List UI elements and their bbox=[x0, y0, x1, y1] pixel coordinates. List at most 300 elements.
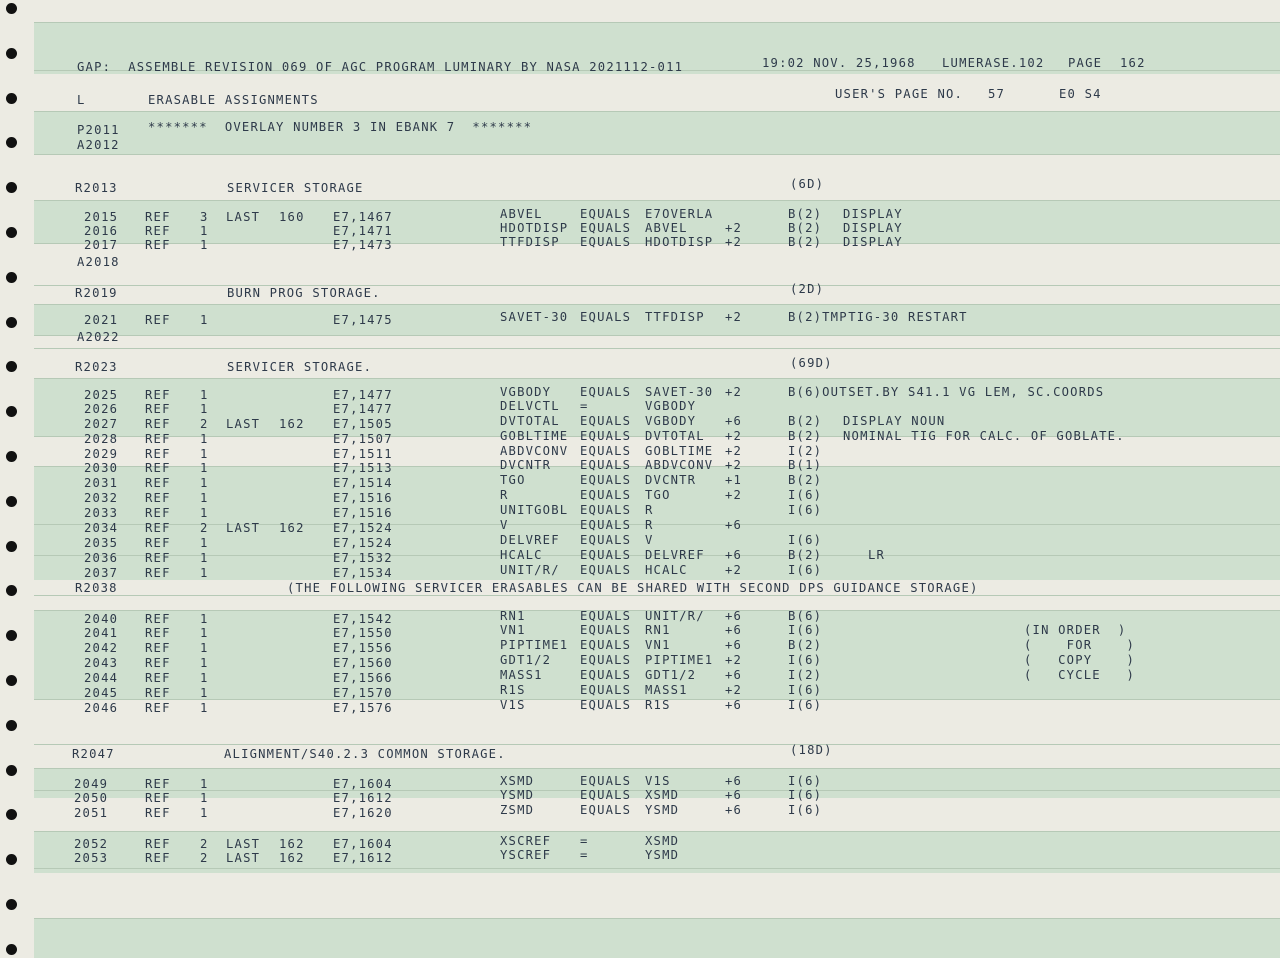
header-users-page-number: 57 bbox=[988, 87, 1006, 101]
symbol-name: GOBLTIME bbox=[500, 429, 569, 443]
tractor-hole bbox=[6, 182, 17, 193]
line-number: 2050 bbox=[74, 791, 109, 805]
erasable-address: E7,1477 bbox=[333, 402, 393, 416]
line-number: 2032 bbox=[84, 491, 119, 505]
symbol-name: DVTOTAL bbox=[500, 414, 560, 428]
equate-offset: +2 bbox=[725, 221, 743, 235]
line-number: 2040 bbox=[84, 612, 119, 626]
last-label: LAST bbox=[226, 210, 261, 224]
ref-label: REF bbox=[145, 806, 171, 820]
ref-count: 1 bbox=[200, 612, 209, 626]
equate-offset: +6 bbox=[725, 414, 743, 428]
equate-offset: +2 bbox=[725, 385, 743, 399]
tractor-hole bbox=[6, 944, 17, 955]
equate-offset: +2 bbox=[725, 235, 743, 249]
header-listing-name: LUMERASE.102 bbox=[942, 56, 1045, 70]
equate-operand: DVCNTR bbox=[645, 473, 697, 487]
equate-operator: EQUALS bbox=[580, 518, 632, 532]
erasable-address: E7,1560 bbox=[333, 656, 393, 670]
ref-label: REF bbox=[145, 612, 171, 626]
symbol-name: VN1 bbox=[500, 623, 526, 637]
ref-count: 1 bbox=[200, 671, 209, 685]
storage-count: (69D) bbox=[790, 356, 833, 370]
equate-operand: E7OVERLA bbox=[645, 207, 714, 221]
tractor-hole bbox=[6, 541, 17, 552]
equate-operator: EQUALS bbox=[580, 207, 632, 221]
comment-text: LR bbox=[868, 548, 886, 562]
ref-label: REF bbox=[145, 701, 171, 715]
line-number: R2038 bbox=[75, 581, 118, 595]
equate-operator: EQUALS bbox=[580, 638, 632, 652]
tractor-hole bbox=[6, 899, 17, 910]
line-number: 2045 bbox=[84, 686, 119, 700]
header-eo-code: E0 S4 bbox=[1059, 87, 1102, 101]
symbol-name: XSMD bbox=[500, 774, 535, 788]
erasable-address: E7,1513 bbox=[333, 461, 393, 475]
ref-label: REF bbox=[145, 461, 171, 475]
line-number: 2030 bbox=[84, 461, 119, 475]
ref-label: REF bbox=[145, 447, 171, 461]
symbol-name: HDOTDISP bbox=[500, 221, 569, 235]
equate-operator: EQUALS bbox=[580, 221, 632, 235]
header-section-title: ERASABLE ASSIGNMENTS bbox=[148, 93, 319, 107]
word-type: I(6) bbox=[788, 698, 823, 712]
equate-operand: UNIT/R/ bbox=[645, 609, 705, 623]
ref-label: REF bbox=[145, 791, 171, 805]
greenbar-rule bbox=[34, 768, 1280, 769]
equate-operator: EQUALS bbox=[580, 698, 632, 712]
equate-offset: +6 bbox=[725, 788, 743, 802]
erasable-address: E7,1620 bbox=[333, 806, 393, 820]
greenbar-rule bbox=[34, 868, 1280, 869]
erasable-address: E7,1542 bbox=[333, 612, 393, 626]
word-type: B(2) bbox=[788, 548, 823, 562]
equate-offset: +6 bbox=[725, 609, 743, 623]
greenbar-rule bbox=[34, 304, 1280, 305]
symbol-name: ABVEL bbox=[500, 207, 543, 221]
equate-operand: YSMD bbox=[645, 848, 680, 862]
equate-operator: EQUALS bbox=[580, 414, 632, 428]
line-number: R2019 bbox=[75, 286, 118, 300]
equate-operator: EQUALS bbox=[580, 533, 632, 547]
greenbar-rule bbox=[34, 200, 1280, 201]
remark-text: SERVICER STORAGE. bbox=[227, 360, 373, 374]
equate-offset: +6 bbox=[725, 518, 743, 532]
ref-label: REF bbox=[145, 671, 171, 685]
equate-operator: EQUALS bbox=[580, 385, 632, 399]
ref-count: 1 bbox=[200, 402, 209, 416]
ref-count: 1 bbox=[200, 791, 209, 805]
line-number: 2029 bbox=[84, 447, 119, 461]
equate-operator: EQUALS bbox=[580, 235, 632, 249]
equate-operand: V bbox=[645, 533, 654, 547]
line-number: 2033 bbox=[84, 506, 119, 520]
symbol-name: PIPTIME1 bbox=[500, 638, 569, 652]
ref-count: 1 bbox=[200, 461, 209, 475]
remark-text: SERVICER STORAGE bbox=[227, 181, 364, 195]
equate-operand: VGBODY bbox=[645, 399, 697, 413]
word-type: I(6) bbox=[788, 774, 823, 788]
erasable-address: E7,1550 bbox=[333, 626, 393, 640]
equate-operand: TGO bbox=[645, 488, 671, 502]
word-type: B(2) bbox=[788, 429, 823, 443]
word-type: I(6) bbox=[788, 803, 823, 817]
erasable-address: E7,1514 bbox=[333, 476, 393, 490]
symbol-name: HCALC bbox=[500, 548, 543, 562]
greenbar-rule bbox=[34, 595, 1280, 596]
erasable-address: E7,1604 bbox=[333, 777, 393, 791]
line-number: 2035 bbox=[84, 536, 119, 550]
word-type: I(6) bbox=[788, 683, 823, 697]
symbol-name: YSMD bbox=[500, 788, 535, 802]
ref-label: REF bbox=[145, 432, 171, 446]
header-time-date: 19:02 NOV. 25,1968 bbox=[762, 56, 916, 70]
greenbar-rule bbox=[34, 285, 1280, 286]
equate-operand: HDOTDISP bbox=[645, 235, 714, 249]
greenbar-rule bbox=[34, 348, 1280, 349]
line-number: 2016 bbox=[84, 224, 119, 238]
greenbar-rule bbox=[34, 918, 1280, 919]
erasable-address: E7,1467 bbox=[333, 210, 393, 224]
equate-operator: EQUALS bbox=[580, 473, 632, 487]
equate-operator: EQUALS bbox=[580, 503, 632, 517]
ref-label: REF bbox=[145, 491, 171, 505]
storage-count: (2D) bbox=[790, 282, 825, 296]
equate-operand: DVTOTAL bbox=[645, 429, 705, 443]
ref-count: 1 bbox=[200, 313, 209, 327]
word-type: I(6) bbox=[788, 653, 823, 667]
erasable-address: E7,1516 bbox=[333, 491, 393, 505]
word-type: I(6) bbox=[788, 533, 823, 547]
tractor-hole bbox=[6, 809, 17, 820]
erasable-address: E7,1566 bbox=[333, 671, 393, 685]
line-number: 2021 bbox=[84, 313, 119, 327]
erasable-address: E7,1570 bbox=[333, 686, 393, 700]
ref-count: 2 bbox=[200, 417, 209, 431]
equate-offset: +2 bbox=[725, 444, 743, 458]
symbol-name: DELVCTL bbox=[500, 399, 560, 413]
equate-operator: EQUALS bbox=[580, 548, 632, 562]
ref-count: 2 bbox=[200, 837, 209, 851]
ref-count: 1 bbox=[200, 224, 209, 238]
erasable-address: E7,1534 bbox=[333, 566, 393, 580]
symbol-name: TTFDISP bbox=[500, 235, 560, 249]
ref-count: 1 bbox=[200, 686, 209, 700]
ref-label: REF bbox=[145, 566, 171, 580]
line-number: 2037 bbox=[84, 566, 119, 580]
equate-operand: YSMD bbox=[645, 803, 680, 817]
equate-operand: GOBLTIME bbox=[645, 444, 714, 458]
line-number: 2052 bbox=[74, 837, 109, 851]
tractor-hole bbox=[6, 675, 17, 686]
erasable-address: E7,1576 bbox=[333, 701, 393, 715]
equate-offset: +1 bbox=[725, 473, 743, 487]
erasable-address: E7,1511 bbox=[333, 447, 393, 461]
word-type: B(2) bbox=[788, 221, 823, 235]
last-page: 162 bbox=[279, 417, 305, 431]
remark-text: ALIGNMENT/S40.2.3 COMMON STORAGE. bbox=[224, 747, 506, 761]
erasable-address: E7,1475 bbox=[333, 313, 393, 327]
last-page: 162 bbox=[279, 851, 305, 865]
erasable-address: E7,1612 bbox=[333, 851, 393, 865]
equate-operator: = bbox=[580, 848, 589, 862]
symbol-name: VGBODY bbox=[500, 385, 552, 399]
erasable-address: E7,1505 bbox=[333, 417, 393, 431]
word-type: B(2) bbox=[788, 638, 823, 652]
equate-offset: +2 bbox=[725, 310, 743, 324]
line-number: 2015 bbox=[84, 210, 119, 224]
line-number: P2011 bbox=[77, 123, 120, 137]
tractor-hole bbox=[6, 317, 17, 328]
ref-count: 1 bbox=[200, 641, 209, 655]
equate-operand: R bbox=[645, 518, 654, 532]
word-type: B(2) bbox=[788, 473, 823, 487]
line-number: 2053 bbox=[74, 851, 109, 865]
ref-count: 1 bbox=[200, 491, 209, 505]
equate-offset: +2 bbox=[725, 488, 743, 502]
symbol-name: DVCNTR bbox=[500, 458, 552, 472]
comment-text: DISPLAY bbox=[843, 235, 903, 249]
equate-operand: XSMD bbox=[645, 788, 680, 802]
tractor-hole bbox=[6, 93, 17, 104]
line-number: R2047 bbox=[72, 747, 115, 761]
equate-operand: ABVEL bbox=[645, 221, 688, 235]
equate-offset: +2 bbox=[725, 653, 743, 667]
word-type: B(2)TMP bbox=[788, 310, 848, 324]
symbol-name: ZSMD bbox=[500, 803, 535, 817]
equate-operator: EQUALS bbox=[580, 429, 632, 443]
ref-count: 1 bbox=[200, 536, 209, 550]
erasable-address: E7,1524 bbox=[333, 536, 393, 550]
header-page-label: PAGE bbox=[1068, 56, 1103, 70]
ref-label: REF bbox=[145, 238, 171, 252]
greenbar-rule bbox=[34, 831, 1280, 832]
equate-offset: +6 bbox=[725, 638, 743, 652]
word-type: I(6) bbox=[788, 563, 823, 577]
symbol-name: V1S bbox=[500, 698, 526, 712]
remark-text: (THE FOLLOWING SERVICER ERASABLES CAN BE SHARED WITH SECOND DPS GUIDANCE STORAGE) bbox=[287, 581, 979, 595]
equate-offset: +6 bbox=[725, 668, 743, 682]
tractor-hole bbox=[6, 630, 17, 641]
equate-operand: R1S bbox=[645, 698, 671, 712]
ref-count: 1 bbox=[200, 626, 209, 640]
tractor-hole bbox=[6, 227, 17, 238]
comment-text: ( CYCLE ) bbox=[1024, 668, 1135, 682]
equate-operator: EQUALS bbox=[580, 563, 632, 577]
last-page: 162 bbox=[279, 521, 305, 535]
tractor-hole bbox=[6, 3, 17, 14]
line-number: 2036 bbox=[84, 551, 119, 565]
last-label: LAST bbox=[226, 417, 261, 431]
tractor-hole bbox=[6, 137, 17, 148]
line-number: 2046 bbox=[84, 701, 119, 715]
word-type: I(2) bbox=[788, 444, 823, 458]
word-type: B(6)OUT bbox=[788, 385, 848, 399]
equate-offset: +2 bbox=[725, 458, 743, 472]
symbol-name: GDT1/2 bbox=[500, 653, 552, 667]
greenbar-rule bbox=[34, 524, 1280, 525]
line-number: 2034 bbox=[84, 521, 119, 535]
ref-label: REF bbox=[145, 837, 171, 851]
equate-operand: HCALC bbox=[645, 563, 688, 577]
comment-text: ( FOR ) bbox=[1024, 638, 1135, 652]
equate-offset: +2 bbox=[725, 429, 743, 443]
symbol-name: TGO bbox=[500, 473, 526, 487]
erasable-address: E7,1556 bbox=[333, 641, 393, 655]
word-type: I(6) bbox=[788, 623, 823, 637]
word-type: B(2) bbox=[788, 235, 823, 249]
ref-label: REF bbox=[145, 313, 171, 327]
tractor-hole bbox=[6, 361, 17, 372]
tractor-hole bbox=[6, 272, 17, 283]
equate-offset: +6 bbox=[725, 803, 743, 817]
ref-label: REF bbox=[145, 656, 171, 670]
tractor-hole bbox=[6, 406, 17, 417]
tractor-hole bbox=[6, 585, 17, 596]
comment-text: DISPLAY NOUN bbox=[843, 414, 946, 428]
remark-text: BURN PROG STORAGE. bbox=[227, 286, 381, 300]
tractor-hole bbox=[6, 496, 17, 507]
equate-operator: EQUALS bbox=[580, 803, 632, 817]
equate-operand: PIPTIME1 bbox=[645, 653, 714, 667]
equate-operator: = bbox=[580, 834, 589, 848]
header-page-number: 162 bbox=[1120, 56, 1146, 70]
line-number: A2022 bbox=[77, 330, 120, 344]
line-number: 2041 bbox=[84, 626, 119, 640]
symbol-name: UNITGOBL bbox=[500, 503, 569, 517]
symbol-name: R bbox=[500, 488, 509, 502]
word-type: I(6) bbox=[788, 503, 823, 517]
ref-count: 1 bbox=[200, 656, 209, 670]
symbol-name: R1S bbox=[500, 683, 526, 697]
erasable-address: E7,1507 bbox=[333, 432, 393, 446]
line-number: 2051 bbox=[74, 806, 109, 820]
ref-count: 1 bbox=[200, 506, 209, 520]
erasable-address: E7,1604 bbox=[333, 837, 393, 851]
equate-operand: V1S bbox=[645, 774, 671, 788]
line-number: R2023 bbox=[75, 360, 118, 374]
tractor-hole bbox=[6, 48, 17, 59]
ref-count: 1 bbox=[200, 566, 209, 580]
ref-count: 3 bbox=[200, 210, 209, 224]
ref-count: 1 bbox=[200, 476, 209, 490]
ref-count: 1 bbox=[200, 238, 209, 252]
ref-label: REF bbox=[145, 476, 171, 490]
last-label: LAST bbox=[226, 851, 261, 865]
symbol-name: UNIT/R/ bbox=[500, 563, 560, 577]
equate-operand: XSMD bbox=[645, 834, 680, 848]
header-assembly-line: GAP: ASSEMBLE REVISION 069 OF AGC PROGRAM LUMINARY BY NASA 2021112-011 bbox=[77, 60, 684, 74]
comment-text: (IN ORDER ) bbox=[1024, 623, 1127, 637]
greenbar-rule bbox=[34, 378, 1280, 379]
equate-offset: +6 bbox=[725, 698, 743, 712]
erasable-address: E7,1524 bbox=[333, 521, 393, 535]
overlay-banner: ******* OVERLAY NUMBER 3 IN EBANK 7 ******* bbox=[148, 120, 533, 134]
ref-label: REF bbox=[145, 402, 171, 416]
equate-operand: GDT1/2 bbox=[645, 668, 697, 682]
equate-operator: EQUALS bbox=[580, 683, 632, 697]
erasable-address: E7,1473 bbox=[333, 238, 393, 252]
equate-offset: +6 bbox=[725, 623, 743, 637]
comment-text: ( COPY ) bbox=[1024, 653, 1135, 667]
last-label: LAST bbox=[226, 837, 261, 851]
equate-operand: VGBODY bbox=[645, 414, 697, 428]
ref-label: REF bbox=[145, 506, 171, 520]
ref-label: REF bbox=[145, 777, 171, 791]
last-page: 162 bbox=[279, 837, 305, 851]
equate-operator: EQUALS bbox=[580, 488, 632, 502]
header-type-letter: L bbox=[77, 93, 86, 107]
equate-operator: EQUALS bbox=[580, 653, 632, 667]
word-type: B(2) bbox=[788, 414, 823, 428]
ref-label: REF bbox=[145, 686, 171, 700]
comment-text: SET.BY S41.1 VG LEM, SC.COORDS bbox=[848, 385, 1105, 399]
ref-label: REF bbox=[145, 224, 171, 238]
comment-text: DISPLAY bbox=[843, 207, 903, 221]
ref-count: 1 bbox=[200, 777, 209, 791]
ref-count: 1 bbox=[200, 701, 209, 715]
word-type: I(2) bbox=[788, 668, 823, 682]
line-number: 2043 bbox=[84, 656, 119, 670]
ref-label: REF bbox=[145, 521, 171, 535]
ref-count: 1 bbox=[200, 806, 209, 820]
ref-count: 1 bbox=[200, 447, 209, 461]
erasable-address: E7,1532 bbox=[333, 551, 393, 565]
greenbar-rule bbox=[34, 154, 1280, 155]
equate-operator: EQUALS bbox=[580, 774, 632, 788]
equate-operator: EQUALS bbox=[580, 788, 632, 802]
comment-text: TIG-30 RESTART bbox=[848, 310, 968, 324]
line-number: 2049 bbox=[74, 777, 109, 791]
greenbar-band bbox=[34, 918, 1280, 958]
line-number: 2025 bbox=[84, 388, 119, 402]
line-number: 2017 bbox=[84, 238, 119, 252]
equate-operator: EQUALS bbox=[580, 444, 632, 458]
storage-count: (18D) bbox=[790, 743, 833, 757]
equate-operand: RN1 bbox=[645, 623, 671, 637]
erasable-address: E7,1612 bbox=[333, 791, 393, 805]
line-number: R2013 bbox=[75, 181, 118, 195]
equate-operand: ABDVCONV bbox=[645, 458, 714, 472]
symbol-name: RN1 bbox=[500, 609, 526, 623]
ref-count: 1 bbox=[200, 432, 209, 446]
ref-label: REF bbox=[145, 551, 171, 565]
equate-operator: EQUALS bbox=[580, 458, 632, 472]
tractor-hole bbox=[6, 854, 17, 865]
last-label: LAST bbox=[226, 521, 261, 535]
ref-label: REF bbox=[145, 417, 171, 431]
ref-label: REF bbox=[145, 641, 171, 655]
line-number: 2042 bbox=[84, 641, 119, 655]
symbol-name: V bbox=[500, 518, 509, 532]
equate-operand: DELVREF bbox=[645, 548, 705, 562]
symbol-name: XSCREF bbox=[500, 834, 552, 848]
equate-operand: R bbox=[645, 503, 654, 517]
storage-count: (6D) bbox=[790, 177, 825, 191]
word-type: B(1) bbox=[788, 458, 823, 472]
greenbar-rule bbox=[34, 111, 1280, 112]
equate-offset: +6 bbox=[725, 774, 743, 788]
equate-offset: +2 bbox=[725, 563, 743, 577]
erasable-address: E7,1516 bbox=[333, 506, 393, 520]
symbol-name: MASS1 bbox=[500, 668, 543, 682]
word-type: I(6) bbox=[788, 788, 823, 802]
line-number: A2012 bbox=[77, 138, 120, 152]
ref-count: 1 bbox=[200, 551, 209, 565]
last-page: 160 bbox=[279, 210, 305, 224]
equate-offset: +6 bbox=[725, 548, 743, 562]
symbol-name: SAVET-30 bbox=[500, 310, 569, 324]
